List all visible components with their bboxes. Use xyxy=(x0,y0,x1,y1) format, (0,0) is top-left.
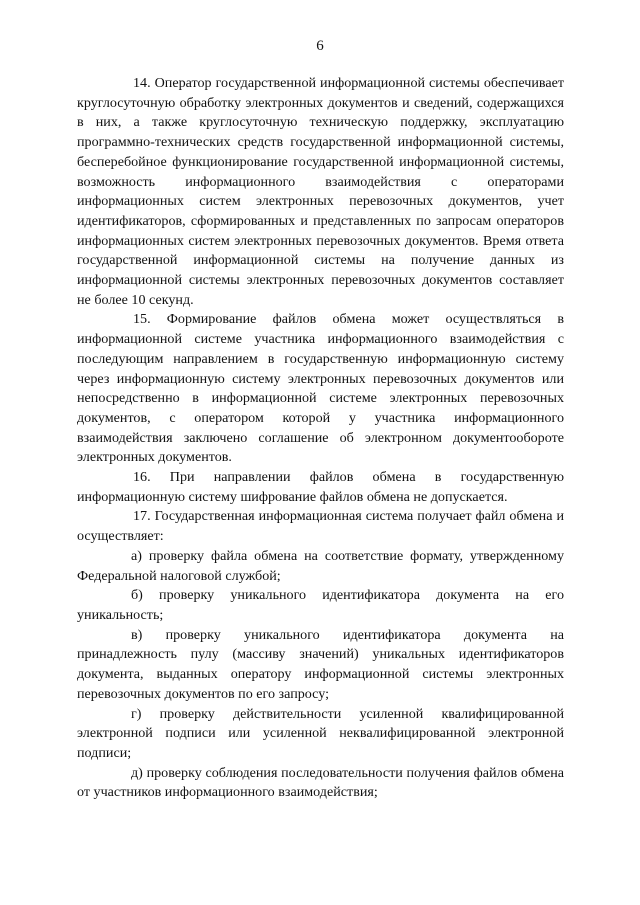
paragraph-16: 16. При направлении файлов обмена в государственную информационную систему шифрование файлов обмена не допускается. xyxy=(77,469,564,505)
paragraph-14: 14. Оператор государственной информационной системы обеспечивает круглосуточную обработку электронных документов и сведений, содержащихся в них, а также круглосуточную техническую поддержку, эксплуатацию программно-технических средств государственной информационной системы, бесперебойное функционирование государственной информационной системы, возможность информационного взаимодействия с операторами информационных систем электронных перевозочных документов, учет идентификаторов, сформированных и представленных по запросам операторов информационных систем электронных перевозочных документов. Время ответа государственной информационной системы на получение данных из информационной системы электронных перевозочных документов составляет не более 10 секунд. xyxy=(77,75,564,308)
list-item-a: а) проверку файла обмена на соответствие формату, утвержденному Федеральной налоговой службой; xyxy=(77,547,564,584)
list-item-v: в) проверку уникального идентификатора документа на принадлежность пулу (массиву значений) уникальных идентификаторов документа, выданных оператору информационной системы электронных перевозочных документов по его запросу; xyxy=(77,626,564,702)
list-item-d: д) проверку соблюдения последовательности получения файлов обмена от участников информационного взаимодействия; xyxy=(77,764,564,801)
list-item-b: б) проверку уникального идентификатора документа на его уникальность; xyxy=(77,587,564,623)
paragraph-17: 17. Государственная информационная система получает файл обмена и осуществляет: xyxy=(77,508,564,545)
page-number: 6 xyxy=(316,38,324,54)
document-body xyxy=(77,74,564,803)
paragraph-15: 15. Формирование файлов обмена может осуществляться в информационной системе участника информационного взаимодействия с последующим направлением в государственную информационную систему через информационную систему электронных перевозочных документов или непосредственно в информационной системе электронных перевозочных документов, с оператором которой у участника информационного взаимодействия заключено соглашение об электронном документообороте электронных документов. xyxy=(77,311,564,466)
list-item-g: г) проверку действительности усиленной квалифицированной электронной подписи или усиленной неквалифицированной электронной подписи; xyxy=(77,705,564,761)
